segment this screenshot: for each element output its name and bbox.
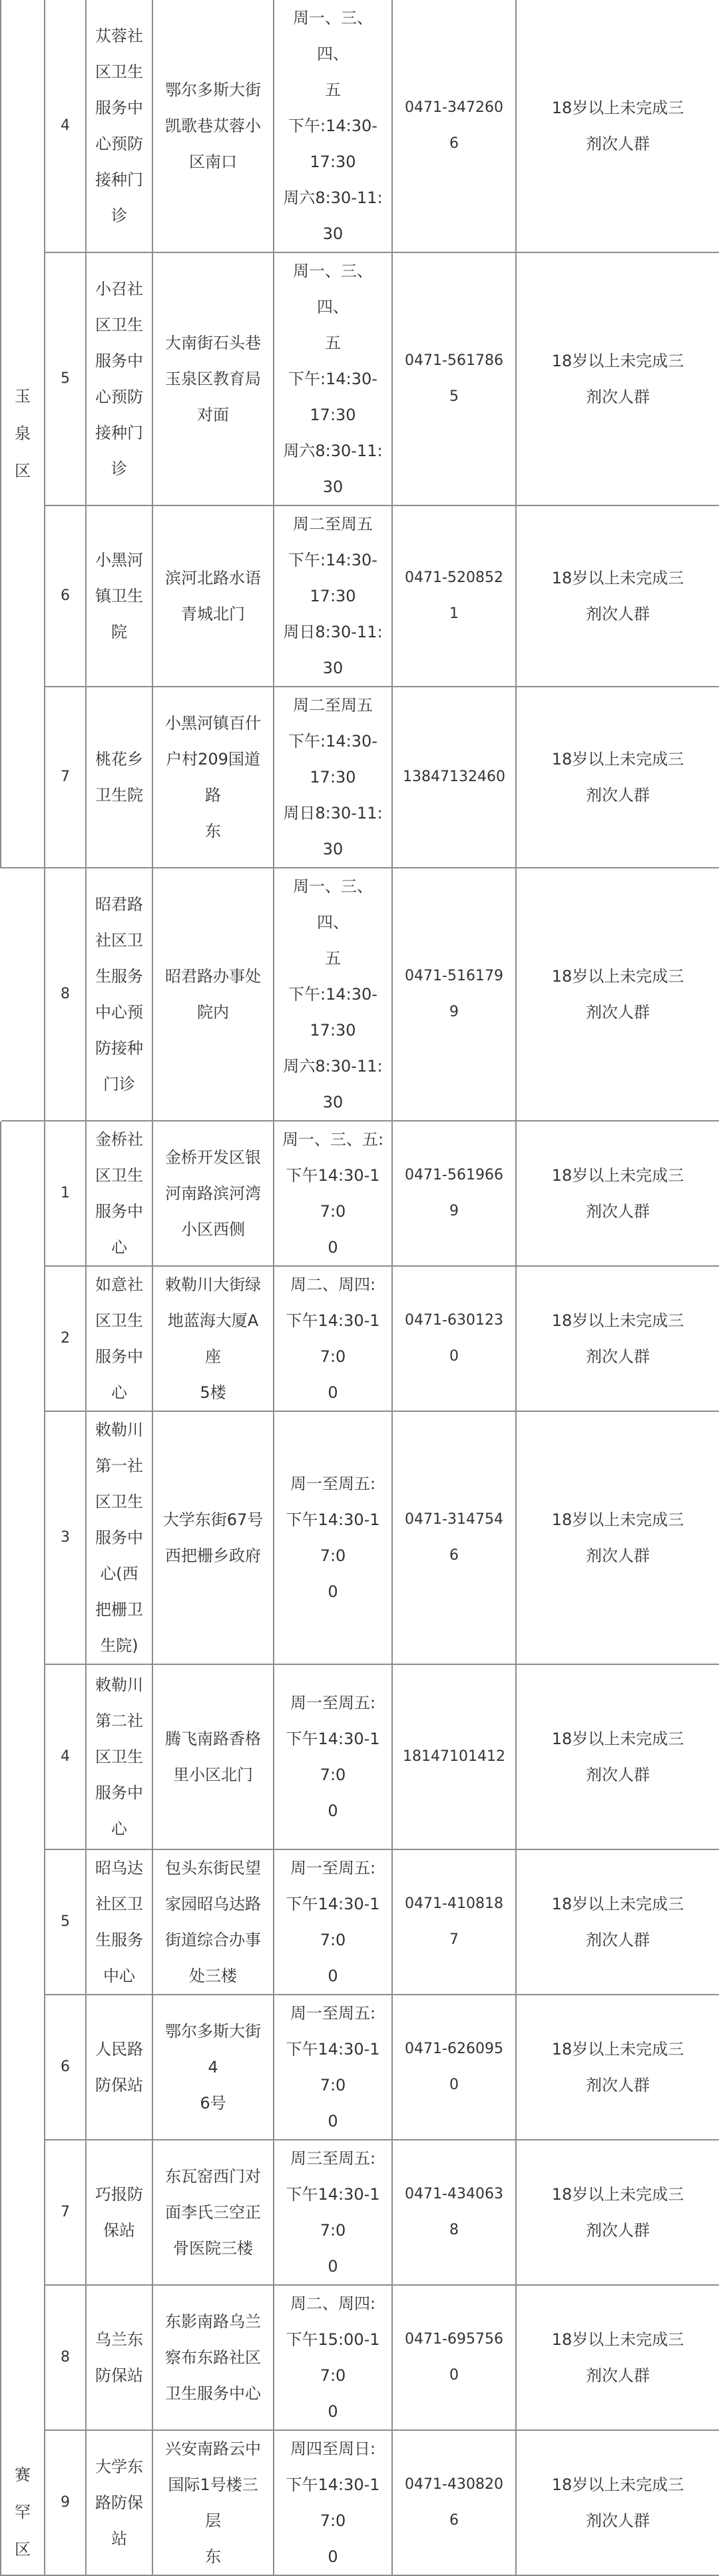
row-index: 5 [45,252,86,505]
site-address: 鄂尔多斯大街4 6号 [152,1995,274,2140]
site-hours: 周一、三、五: 下午14:30-17:0 0 [274,1121,392,1266]
site-name: 敕勒川 第一社 区卫生 服务中 心(西 把栅卫 生院) [86,1411,152,1664]
table-row [1,1664,719,1849]
site-address: 鄂尔多斯大街 凯歌巷苁蓉小 区南口 [152,0,274,252]
site-hours: 周一至周五: 下午14:30-17:0 0 [274,1995,392,2140]
site-address: 大南街石头巷 玉泉区教育局 对面 [152,252,274,505]
site-hours: 周一、三、四、 五 下午:14:30- 17:30 周六8:30-11: 30 [274,868,392,1121]
site-name: 昭君路 社区卫 生服务 中心预 防接种 门诊 [86,868,152,1121]
site-name: 如意社 区卫生 服务中 心 [86,1266,152,1411]
site-phone: 0471-6260950 [392,1995,516,2140]
site-hours: 周二、周四: 下午15:00-17:0 0 [274,2285,392,2430]
site-address: 滨河北路水语 青城北门 [152,505,274,687]
site-hours: 周一、三、四、 五 下午:14:30- 17:30 周六8:30-11: 30 [274,252,392,505]
row-index: 6 [45,1995,86,2140]
site-address: 东瓦窑西门对 面李氏三空正 骨医院三楼 [152,2140,274,2285]
target-group: 18岁以上未完成三 剂次人群 [516,1664,719,1849]
site-address: 兴安南路云中 国际1号楼三层 东 [152,2430,274,2575]
site-phone: 0471-3472606 [392,0,516,252]
site-hours: 周一至周五: 下午14:30-17:0 0 [274,1849,392,1995]
site-address: 敕勒川大街绿 地蓝海大厦A座 5楼 [152,1266,274,1411]
site-name: 苁蓉社 区卫生 服务中 心预防 接种门 诊 [86,0,152,252]
site-name: 桃花乡 卫生院 [86,687,152,868]
site-address: 东影南路乌兰 察布东路社区 卫生服务中心 [152,2285,274,2430]
site-phone: 0471-5619669 [392,1121,516,1266]
row-index: 8 [45,868,86,1121]
target-group: 18岁以上未完成三 剂次人群 [516,0,719,252]
site-address: 小黑河镇百什 户村209国道路 东 [152,687,274,868]
table-row [1,2140,719,2285]
site-phone: 0471-6957560 [392,2285,516,2430]
target-group: 18岁以上未完成三 剂次人群 [516,1121,719,1266]
site-name: 大学东 路防保 站 [86,2430,152,2575]
site-hours: 周二、周四: 下午14:30-17:0 0 [274,1266,392,1411]
site-hours: 周二至周五 下午:14:30- 17:30 周日8:30-11: 30 [274,505,392,687]
row-index: 7 [45,2140,86,2285]
site-phone: 0471-4308206 [392,2430,516,2575]
row-index: 2 [45,1266,86,1411]
site-name: 小召社 区卫生 服务中 心预防 接种门 诊 [86,252,152,505]
row-index: 1 [45,1121,86,1266]
target-group: 18岁以上未完成三 剂次人群 [516,2140,719,2285]
site-name: 小黑河 镇卫生 院 [86,505,152,687]
site-phone: 18147101412 [392,1664,516,1849]
target-group: 18岁以上未完成三 剂次人群 [516,687,719,868]
target-group: 18岁以上未完成三 剂次人群 [516,1995,719,2140]
site-name: 人民路 防保站 [86,1995,152,2140]
site-address: 昭君路办事处 院内 [152,868,274,1121]
table-row [1,0,719,252]
table-row [1,868,719,1121]
site-name: 乌兰东 防保站 [86,2285,152,2430]
table-row [1,1411,719,1664]
district-cell: 玉 泉 区 [1,0,45,868]
row-index: 5 [45,1849,86,1995]
site-address: 大学东街67号 西把栅乡政府 [152,1411,274,1664]
table-row [1,1121,719,1266]
site-phone: 0471-4340638 [392,2140,516,2285]
site-hours: 周二至周五 下午:14:30- 17:30 周日8:30-11: 30 [274,687,392,868]
site-phone: 0471-6301230 [392,1266,516,1411]
site-hours: 周三至周五: 下午14:30-17:0 0 [274,2140,392,2285]
table-row [1,1995,719,2140]
site-address: 金桥开发区银 河南路滨河湾 小区西侧 [152,1121,274,1266]
site-phone: 0471-5208521 [392,505,516,687]
table-row [1,1849,719,1995]
site-name: 敕勒川 第二社 区卫生 服务中 心 [86,1664,152,1849]
row-index: 9 [45,2430,86,2575]
row-index: 6 [45,505,86,687]
site-phone: 0471-3147546 [392,1411,516,1664]
site-hours: 周一、三、四、 五 下午:14:30- 17:30 周六8:30-11: 30 [274,0,392,252]
site-name: 昭乌达 社区卫 生服务 中心 [86,1849,152,1995]
target-group: 18岁以上未完成三 剂次人群 [516,1849,719,1995]
row-index: 8 [45,2285,86,2430]
target-group: 18岁以上未完成三 剂次人群 [516,1411,719,1664]
row-index: 4 [45,0,86,252]
target-group: 18岁以上未完成三 剂次人群 [516,2430,719,2575]
target-group: 18岁以上未完成三 剂次人群 [516,1266,719,1411]
row-index: 3 [45,1411,86,1664]
table-row [1,2430,719,2575]
district-cell-blank [1,868,45,1121]
table-row [1,2285,719,2430]
site-hours: 周四至周日: 下午14:30-17:0 0 [274,2430,392,2575]
table-row [1,505,719,687]
site-phone: 0471-5617865 [392,252,516,505]
site-name: 巧报防 保站 [86,2140,152,2285]
site-phone: 0471-4108187 [392,1849,516,1995]
site-name: 金桥社 区卫生 服务中 心 [86,1121,152,1266]
site-address: 包头东街民望 家园昭乌达路 街道综合办事 处三楼 [152,1849,274,1995]
site-phone: 13847132460 [392,687,516,868]
site-address: 腾飞南路香格 里小区北门 [152,1664,274,1849]
table-row [1,252,719,505]
table-row [1,1266,719,1411]
target-group: 18岁以上未完成三 剂次人群 [516,505,719,687]
table-row [1,687,719,868]
site-phone: 0471-5161799 [392,868,516,1121]
target-group: 18岁以上未完成三 剂次人群 [516,252,719,505]
district-cell: 赛 罕 区 [1,1121,45,2575]
target-group: 18岁以上未完成三 剂次人群 [516,868,719,1121]
site-hours: 周一至周五: 下午14:30-17:0 0 [274,1411,392,1664]
target-group: 18岁以上未完成三 剂次人群 [516,2285,719,2430]
site-hours: 周一至周五: 下午14:30-17:0 0 [274,1664,392,1849]
row-index: 4 [45,1664,86,1849]
row-index: 7 [45,687,86,868]
